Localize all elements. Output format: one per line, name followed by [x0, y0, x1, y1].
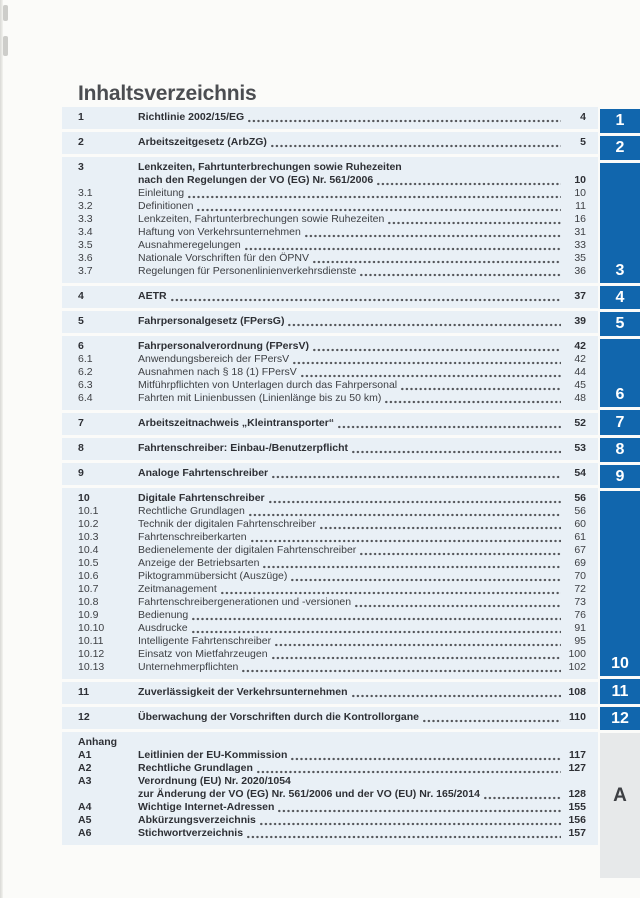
toc-leader-dots — [245, 247, 561, 251]
toc-entry-title: Leitlinien der EU-Kommission — [138, 749, 288, 761]
toc-leader-dots — [192, 617, 561, 621]
toc-page-number: 36 — [574, 265, 586, 277]
toc-entry-number: 6.3 — [78, 379, 93, 391]
toc-row — [78, 442, 586, 455]
toc-entry-title: Zuverlässigkeit der Verkehrsunternehmen — [138, 686, 348, 698]
toc-entry-number: 10.9 — [78, 609, 99, 621]
toc-row — [78, 583, 586, 596]
toc-leader-dots — [291, 757, 561, 761]
section-tab-3: 3 — [600, 163, 640, 283]
toc-entry-title: Zeitmanagement — [138, 583, 217, 595]
toc-page-number: 72 — [574, 583, 586, 595]
toc-page-number: 45 — [574, 379, 586, 391]
toc-row — [78, 801, 586, 814]
toc-page-number: 155 — [568, 801, 586, 813]
toc-entry-title: Bedienelemente der digitalen Fahrtenschreiber — [138, 544, 357, 556]
toc-entry-title: Unternehmerpflichten — [138, 661, 239, 673]
toc-entry-number: A4 — [78, 801, 92, 813]
toc-entry-number: 10.10 — [78, 622, 105, 634]
toc-page-number: 108 — [568, 686, 586, 698]
toc-leader-dots — [247, 835, 561, 839]
toc-leader-dots — [288, 323, 561, 327]
toc-row — [78, 622, 586, 635]
toc-row — [78, 136, 586, 149]
toc-page-number: 44 — [574, 366, 586, 378]
toc-entry-number: 10.8 — [78, 596, 99, 608]
toc-row — [78, 392, 586, 405]
toc-row — [78, 814, 586, 827]
toc-leader-dots — [242, 669, 561, 673]
toc-entry-title: zur Änderung der VO (EG) Nr. 561/2006 und der VO (EU) Nr. 165/2014 — [138, 788, 480, 800]
toc-row — [78, 417, 586, 430]
toc-leader-dots — [249, 513, 561, 517]
toc-page-number: 70 — [574, 570, 586, 582]
toc-page-number: 61 — [574, 531, 586, 543]
toc-leader-dots — [313, 260, 561, 264]
toc-leader-dots — [320, 526, 561, 530]
toc-entry-title: Richtlinie 2002/15/EG — [138, 111, 245, 123]
toc-entry-title: Piktogrammübersicht (Auszüge) — [138, 570, 288, 582]
toc-row — [78, 366, 586, 379]
toc-page-number: 156 — [568, 814, 586, 826]
toc-entry-title: Haftung von Verkehrsunternehmen — [138, 226, 301, 238]
toc-entry-number: 11 — [78, 686, 90, 698]
toc-row — [78, 775, 586, 788]
toc-entry-title: Rechtliche Grundlagen — [138, 505, 245, 517]
toc-leader-dots — [260, 822, 561, 826]
toc-leader-dots — [221, 591, 561, 595]
toc-leader-dots — [360, 273, 561, 277]
toc-entry-number: 8 — [78, 442, 84, 454]
toc-entry-title: Anwendungsbereich der FPersV — [138, 353, 290, 365]
toc-entry-number: 1 — [78, 111, 84, 123]
toc-row — [78, 531, 586, 544]
toc-row — [78, 609, 586, 622]
toc-leader-dots — [269, 500, 561, 504]
toc-entry-number: 6.1 — [78, 353, 93, 365]
toc-entry-number: 10.1 — [78, 505, 99, 517]
toc-entry-title: Nationale Vorschriften für den ÖPNV — [138, 252, 310, 264]
toc-leader-dots — [171, 298, 561, 302]
toc-leader-dots — [355, 604, 561, 608]
toc-entry-title: nach den Regelungen der VO (EG) Nr. 561/2006 — [138, 174, 374, 186]
toc-entry-title: Digitale Fahrtenschreiber — [138, 492, 265, 504]
toc-entry-title: Mitführpflichten von Unterlagen durch das Fahrpersonal — [138, 379, 398, 391]
section-tab-4: 4 — [600, 286, 640, 309]
toc-entry-number: 3 — [78, 161, 84, 173]
toc-leader-dots — [338, 425, 561, 429]
toc-group — [62, 107, 598, 129]
toc-entry-number: 10.5 — [78, 557, 99, 569]
toc-leader-dots — [423, 719, 561, 723]
section-tab-12: 12 — [600, 707, 640, 730]
section-tab-7: 7 — [600, 410, 640, 435]
section-tab-6: 6 — [600, 339, 640, 407]
toc-entry-number: 6.4 — [78, 392, 93, 404]
toc-group — [62, 707, 598, 729]
toc-page-number: 11 — [575, 200, 586, 212]
toc-entry-title: Analoge Fahrtenschreiber — [138, 467, 269, 479]
toc-entry-number: 3.1 — [78, 187, 93, 199]
toc-entry-title: Fahrpersonalgesetz (FPersG) — [138, 315, 285, 327]
toc-leader-dots — [263, 565, 561, 569]
toc-page-number: 33 — [574, 239, 586, 251]
toc-entry-number: 3.7 — [78, 265, 93, 277]
toc-entry-title: Stichwortverzeichnis — [138, 827, 244, 839]
toc-row — [78, 749, 586, 762]
toc-leader-dots — [188, 195, 561, 199]
toc-row — [78, 736, 586, 749]
toc-leader-dots — [272, 475, 561, 479]
toc-row — [78, 290, 586, 303]
toc-leader-dots — [484, 796, 561, 800]
toc-group — [62, 157, 598, 283]
toc-row — [78, 788, 586, 801]
toc-leader-dots — [271, 144, 561, 148]
section-tab-A: A — [600, 733, 640, 878]
toc-entry-number: 3.3 — [78, 213, 93, 225]
toc-entry-number: 10.3 — [78, 531, 99, 543]
toc-page-number: 117 — [569, 749, 586, 761]
toc-page-number: 56 — [574, 505, 586, 517]
toc-group — [62, 732, 598, 845]
toc-row — [78, 596, 586, 609]
toc-leader-dots — [248, 119, 561, 123]
toc-page-number: 10 — [574, 187, 586, 199]
toc-group — [62, 132, 598, 154]
toc-entry-title: Arbeitszeitnachweis „Kleintransporter“ — [138, 417, 335, 429]
toc-row — [78, 557, 586, 570]
section-tab-1: 1 — [600, 109, 640, 133]
toc-entry-number: A3 — [78, 775, 92, 787]
toc-entry-number: 10.6 — [78, 570, 99, 582]
toc-leader-dots — [388, 221, 561, 225]
toc-leader-dots — [293, 361, 561, 365]
toc-entry-title: Fahrpersonalverordnung (FPersV) — [138, 340, 309, 352]
toc-entry-title: Ausnahmen nach § 18 (1) FPersV — [138, 366, 297, 378]
toc-page-number: 110 — [569, 711, 586, 723]
toc-page-number: 42 — [574, 353, 586, 365]
toc-group — [62, 463, 598, 485]
toc-leader-dots — [305, 234, 561, 238]
toc-entry-title: Regelungen für Personenlinienverkehrsdienste — [138, 265, 357, 277]
toc-entry-number: 10.11 — [78, 635, 104, 647]
toc-page-number: 60 — [574, 518, 586, 530]
toc-row — [78, 570, 586, 583]
toc-entry-title: Einsatz von Mietfahrzeugen — [138, 648, 268, 660]
scan-mark — [3, 5, 8, 21]
toc-page-number: 53 — [574, 442, 586, 454]
toc-leader-dots — [257, 770, 561, 774]
toc-row — [78, 661, 586, 674]
toc-page-number: 35 — [574, 252, 586, 264]
toc-entry-number: 4 — [78, 290, 84, 302]
toc-page-number: 5 — [580, 136, 586, 148]
toc-entry-number: A1 — [78, 749, 92, 761]
toc-leader-dots — [197, 208, 561, 212]
toc-group — [62, 488, 598, 679]
toc-entry-number: 10.7 — [78, 583, 99, 595]
toc-entry-title: Wichtige Internet-Adressen — [138, 801, 275, 813]
section-tab-10: 10 — [600, 491, 640, 676]
toc-entry-title: Fahrten mit Linienbussen (Linienlänge bis zu 50 km) — [138, 392, 382, 404]
toc-page-number: 95 — [574, 635, 586, 647]
toc-page-number: 76 — [574, 609, 586, 621]
toc-row — [78, 213, 586, 226]
toc-group — [62, 682, 598, 704]
toc-leader-dots — [352, 450, 561, 454]
toc-row — [78, 187, 586, 200]
toc-group — [62, 311, 598, 333]
toc-entry-title: Ausdrucke — [138, 622, 188, 634]
toc-row — [78, 544, 586, 557]
toc-entry-title: Lenkzeiten, Fahrtunterbrechungen sowie Ruhezeiten — [138, 161, 402, 173]
toc-leader-dots — [377, 182, 561, 186]
toc-leader-dots — [251, 539, 561, 543]
toc-row — [78, 252, 586, 265]
toc-entry-title: AETR — [138, 290, 167, 302]
toc-row — [78, 518, 586, 531]
toc-leader-dots — [313, 348, 561, 352]
toc-entry-number: 3.4 — [78, 226, 93, 238]
toc-entry-title: Fahrtenschreiber: Einbau-/Benutzerpflicht — [138, 442, 349, 454]
toc-entry-title: Definitionen — [138, 200, 194, 212]
toc-entry-title: Fahrtenschreiberkarten — [138, 531, 247, 543]
toc-row — [78, 265, 586, 278]
table-of-contents — [62, 107, 598, 845]
toc-row — [78, 315, 586, 328]
toc-entry-number: 6.2 — [78, 366, 93, 378]
toc-group — [62, 286, 598, 308]
toc-leader-dots — [301, 374, 561, 378]
toc-page-number: 48 — [574, 392, 586, 404]
toc-entry-number: Anhang — [78, 736, 118, 748]
toc-row — [78, 492, 586, 505]
toc-leader-dots — [192, 630, 561, 634]
toc-entry-title: Überwachung der Vorschriften durch die Kontrollorgane — [138, 711, 420, 723]
toc-leader-dots — [275, 643, 561, 647]
toc-leader-dots — [385, 400, 561, 404]
toc-row — [78, 686, 586, 699]
toc-entry-number: A2 — [78, 762, 92, 774]
toc-entry-title: Arbeitszeitgesetz (ArbZG) — [138, 136, 267, 148]
toc-leader-dots — [272, 656, 561, 660]
toc-page-number: 52 — [574, 417, 586, 429]
toc-entry-title: Intelligente Fahrtenschreiber — [138, 635, 272, 647]
toc-entry-title: Anzeige der Betriebsarten — [138, 557, 260, 569]
toc-group — [62, 336, 598, 410]
scan-left-edge — [0, 0, 3, 898]
toc-row — [78, 827, 586, 840]
toc-entry-number: 7 — [78, 417, 84, 429]
toc-page-number: 42 — [574, 340, 586, 352]
toc-leader-dots — [291, 578, 561, 582]
toc-row — [78, 161, 586, 174]
toc-entry-number: 3.6 — [78, 252, 93, 264]
toc-entry-title: Bedienung — [138, 609, 189, 621]
toc-entry-title: Technik der digitalen Fahrtenschreiber — [138, 518, 317, 530]
toc-page-number: 91 — [574, 622, 586, 634]
toc-page-number: 100 — [568, 648, 586, 660]
toc-entry-number: A6 — [78, 827, 92, 839]
toc-page-number: 39 — [574, 315, 586, 327]
toc-group — [62, 438, 598, 460]
toc-row — [78, 226, 586, 239]
section-tab-9: 9 — [600, 465, 640, 488]
toc-entry-title: Verordnung (EU) Nr. 2020/1054 — [138, 775, 291, 787]
toc-entry-number: 10 — [78, 492, 90, 504]
toc-entry-title: Abkürzungsverzeichnis — [138, 814, 256, 826]
toc-page-number: 31 — [574, 226, 586, 238]
toc-entry-number: 10.13 — [78, 661, 105, 673]
toc-page-number: 127 — [568, 762, 586, 774]
toc-row — [78, 200, 586, 213]
page-title: Inhaltsverzeichnis — [78, 82, 257, 105]
toc-row — [78, 505, 586, 518]
toc-page-number: 102 — [568, 661, 586, 673]
toc-entry-number: 10.4 — [78, 544, 99, 556]
toc-entry-number: 12 — [78, 711, 90, 723]
toc-row — [78, 111, 586, 124]
toc-entry-number: 2 — [78, 136, 84, 148]
toc-page-number: 54 — [574, 467, 586, 479]
toc-leader-dots — [352, 694, 561, 698]
toc-entry-title: Rechtliche Grundlagen — [138, 762, 253, 774]
toc-entry-number: 9 — [78, 467, 84, 479]
section-tab-5: 5 — [600, 312, 640, 336]
toc-entry-number: 3.5 — [78, 239, 93, 251]
toc-entry-title: Einleitung — [138, 187, 185, 199]
toc-leader-dots — [360, 552, 561, 556]
section-tab-8: 8 — [600, 438, 640, 462]
toc-page-number: 4 — [580, 111, 586, 123]
toc-page-number: 67 — [574, 544, 586, 556]
toc-row — [78, 635, 586, 648]
toc-page-number: 157 — [568, 827, 586, 839]
toc-page-number: 16 — [574, 213, 586, 225]
toc-page-number: 128 — [568, 788, 586, 800]
section-tab-11: 11 — [600, 679, 640, 704]
toc-row — [78, 467, 586, 480]
section-tab-2: 2 — [600, 136, 640, 160]
toc-entry-title: Fahrtenschreibergenerationen und -versionen — [138, 596, 352, 608]
toc-entry-title: Ausnahmeregelungen — [138, 239, 241, 251]
toc-entry-number: 3.2 — [78, 200, 93, 212]
toc-page-number: 56 — [574, 492, 586, 504]
toc-entry-number: 10.2 — [78, 518, 99, 530]
toc-row — [78, 762, 586, 775]
toc-page-number: 37 — [574, 290, 586, 302]
toc-entry-number: 10.12 — [78, 648, 105, 660]
toc-row — [78, 239, 586, 252]
toc-row — [78, 340, 586, 353]
toc-entry-number: A5 — [78, 814, 92, 826]
scan-mark — [3, 36, 8, 56]
toc-group — [62, 413, 598, 435]
toc-page-number: 69 — [574, 557, 586, 569]
toc-row — [78, 174, 586, 187]
toc-leader-dots — [401, 387, 561, 391]
toc-leader-dots — [278, 809, 561, 813]
toc-entry-number: 5 — [78, 315, 84, 327]
toc-entry-title: Lenkzeiten, Fahrtunterbrechungen sowie Ruhezeiten — [138, 213, 385, 225]
toc-entry-number: 6 — [78, 340, 84, 352]
toc-page-number: 73 — [574, 596, 586, 608]
toc-row — [78, 353, 586, 366]
toc-row — [78, 648, 586, 661]
toc-row — [78, 379, 586, 392]
toc-page-number: 10 — [574, 174, 586, 186]
toc-row — [78, 711, 586, 724]
